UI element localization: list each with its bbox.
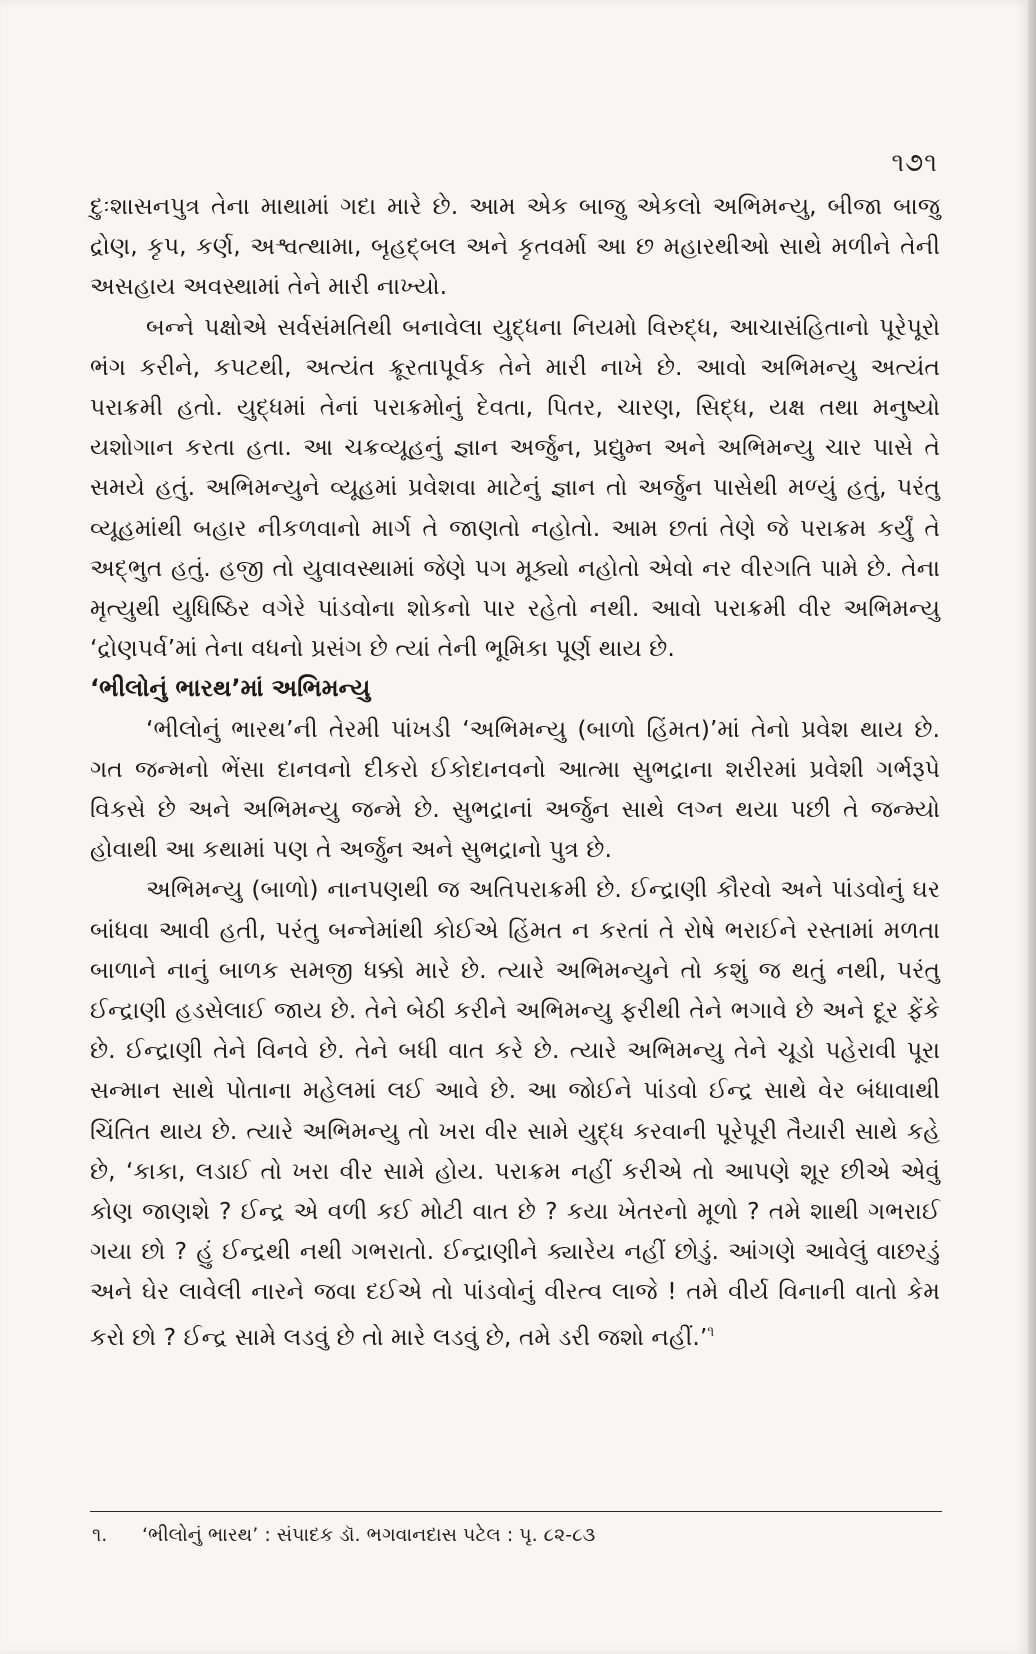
page-body [90, 186, 940, 1357]
footnote-number: ૧. [92, 1524, 108, 1546]
footnote-marker: ૧ [707, 1323, 715, 1340]
paragraph-1: દુઃશાસનપુત્ર તેના માથામાં ગદા મારે છે. આમ એક બાજુ એકલો અભિમન્યુ, બીજા બાજુ દ્રોણ, કૃપ, કર્ણ, અશ્વત્થામા, બૃહદ્‌બલ અને કૃતવર્મા આ છ મહારથીઓ સાથે મળીને તેની અસહાય અવસ્થામાં તેને મારી નાખ્યો. [90, 192, 940, 301]
footnote [92, 1522, 942, 1548]
page-edge [1028, 0, 1036, 1654]
footnote-divider [90, 1511, 942, 1512]
paragraph-4 [90, 869, 940, 1356]
footnote-text: ‘ભીલોનું ભારથ’ : સંપાદક ડૉ. ભગવાનદાસ પટેલ : પૃ. ૮૨-૮૩ [142, 1524, 596, 1546]
paragraph-4-text: અભિમન્યુ (બાળો) નાનપણથી જ અતિપરાક્રમી છે. ઈન્દ્રાણી કૌરવો અને પાંડવોનું ઘર બાંધવા આવી હતી, પરંતુ બન્નેમાંથી કોઈએ હિંમત ન કરતાં તે રોષે ભરાઈને રસ્તામાં મળતા બાળાને નાનું બાળક સમજી ધક્કો મારે છે. ત્યારે અભિમન્યુને તો કશું જ થતું નથી, પરંતુ ઈન્દ્રાણી હડસેલાઈ જાય છે. તેને બેઠી કરીને અભિમન્યુ ફરીથી તેને ભગાવે છે અને દૂર ફેંકે છે. ઈન્દ્રાણી તેને વિનવે છે. તેને બધી વાત કરે છે. ત્યારે અભિમન્યુ તેને ચૂડો પહેરાવી પૂરા સન્માન સાથે પોતાના મહેલમાં લઈ આવે છે. આ જોઈને પાંડવો ઈન્દ્ર સાથે વેર બંધાવાથી ચિંતિત થાય છે. ત્યારે અભિમન્યુ તો ખરા વીર સામે યુદ્ધ કરવાની પૂરેપૂરી તૈયારી સાથે કહે છે, ‘કાકા, લડાઈ તો ખરા વીર સામે હોય. પરાક્રમ નહીં કરીએ તો આપણે શૂર છીએ એવું કોણ જાણશે ? ઈન્દ્ર એ વળી કઈ મોટી વાત છે ? કયા ખેતરનો મૂળો ? તમે શાથી ગભરાઈ ગયા છો ? હું ઈન્દ્રથી નથી ગભરાતો. ઈન્દ્રાણીને ક્યારેય નહીં છોડું. આંગણે આવેલું વાછરડું અને ઘેર લાવેલી નારને જવા દઈએ તો પાંડવોનું વીરત્વ લાજે ! તમે વીર્ય વિનાની વાતો કેમ કરો છો ? ઈન્દ્ર સામે લડવું છે તો મારે લડવું છે, તમે ડરી જશો નહીં.’ [90, 875, 940, 1351]
page-number: ૧૭૧ [891, 148, 938, 178]
section-heading: ‘ભીલોનું ભારથ’માં અભિમન્યુ [90, 674, 371, 703]
paragraph-2: બન્ને પક્ષોએ સર્વસંમતિથી બનાવેલા યુદ્ધના નિયમો વિરુદ્ધ, આચાસંહિતાનો પૂરેપૂરો ભંગ કરીને, કપટથી, અત્યંત ક્રૂરતાપૂર્વક તેને મારી નાખે છે. આવો અભિમન્યુ અત્યંત પરાક્રમી હતો. યુદ્ધમાં તેનાં પરાક્રમોનું દેવતા, પિતર, ચારણ, સિદ્ધ, યક્ષ તથા મનુષ્યો યશોગાન કરતા હતા. આ ચક્રવ્યૂહનું જ્ઞાન અર્જુન, પ્રદ્યુમ્ન અને અભિમન્યુ ચાર પાસે તે સમયે હતું. અભિમન્યુને વ્યૂહમાં પ્રવેશવા માટેનું જ્ઞાન તો અર્જુન પાસેથી મળ્યું હતું, પરંતુ વ્યૂહમાંથી બહાર નીકળવાનો માર્ગ તે જાણતો નહોતો. આમ છતાં તેણે જે પરાક્રમ કર્યું તે અદ્‌ભુત હતું. હજી તો યુવાવસ્થામાં જેણે પગ મૂક્યો નહોતો એવો નર વીરગતિ પામે છે. તેના મૃત્યુથી યુધિષ્ઠિર વગેરે પાંડવોના શોકનો પાર રહેતો નથી. આવો પરાક્રમી વીર અભિમન્યુ ‘દ્રોણપર્વ’માં તેના વધનો પ્રસંગ છે ત્યાં તેની ભૂમિકા પૂર્ણ થાય છે. [90, 312, 940, 663]
paragraph-3: ‘ભીલોનું ભારથ’ની તેરમી પાંખડી ‘અભિમન્યુ (બાળો હિંમત)’માં તેનો પ્રવેશ થાય છે. ગત જન્મનો ભેંસા દાનવનો દીકરો ઈકોદાનવનો આત્મા સુભદ્રાના શરીરમાં પ્રવેશી ગર્ભરૂપે વિકસે છે અને અભિમન્યુ જન્મે છે. સુભદ્રાનાં અર્જુન સાથે લગ્ન થયા પછી તે જન્મ્યો હોવાથી આ કથામાં પણ તે અર્જુન અને સુભદ્રાનો પુત્ર છે. [90, 714, 940, 864]
